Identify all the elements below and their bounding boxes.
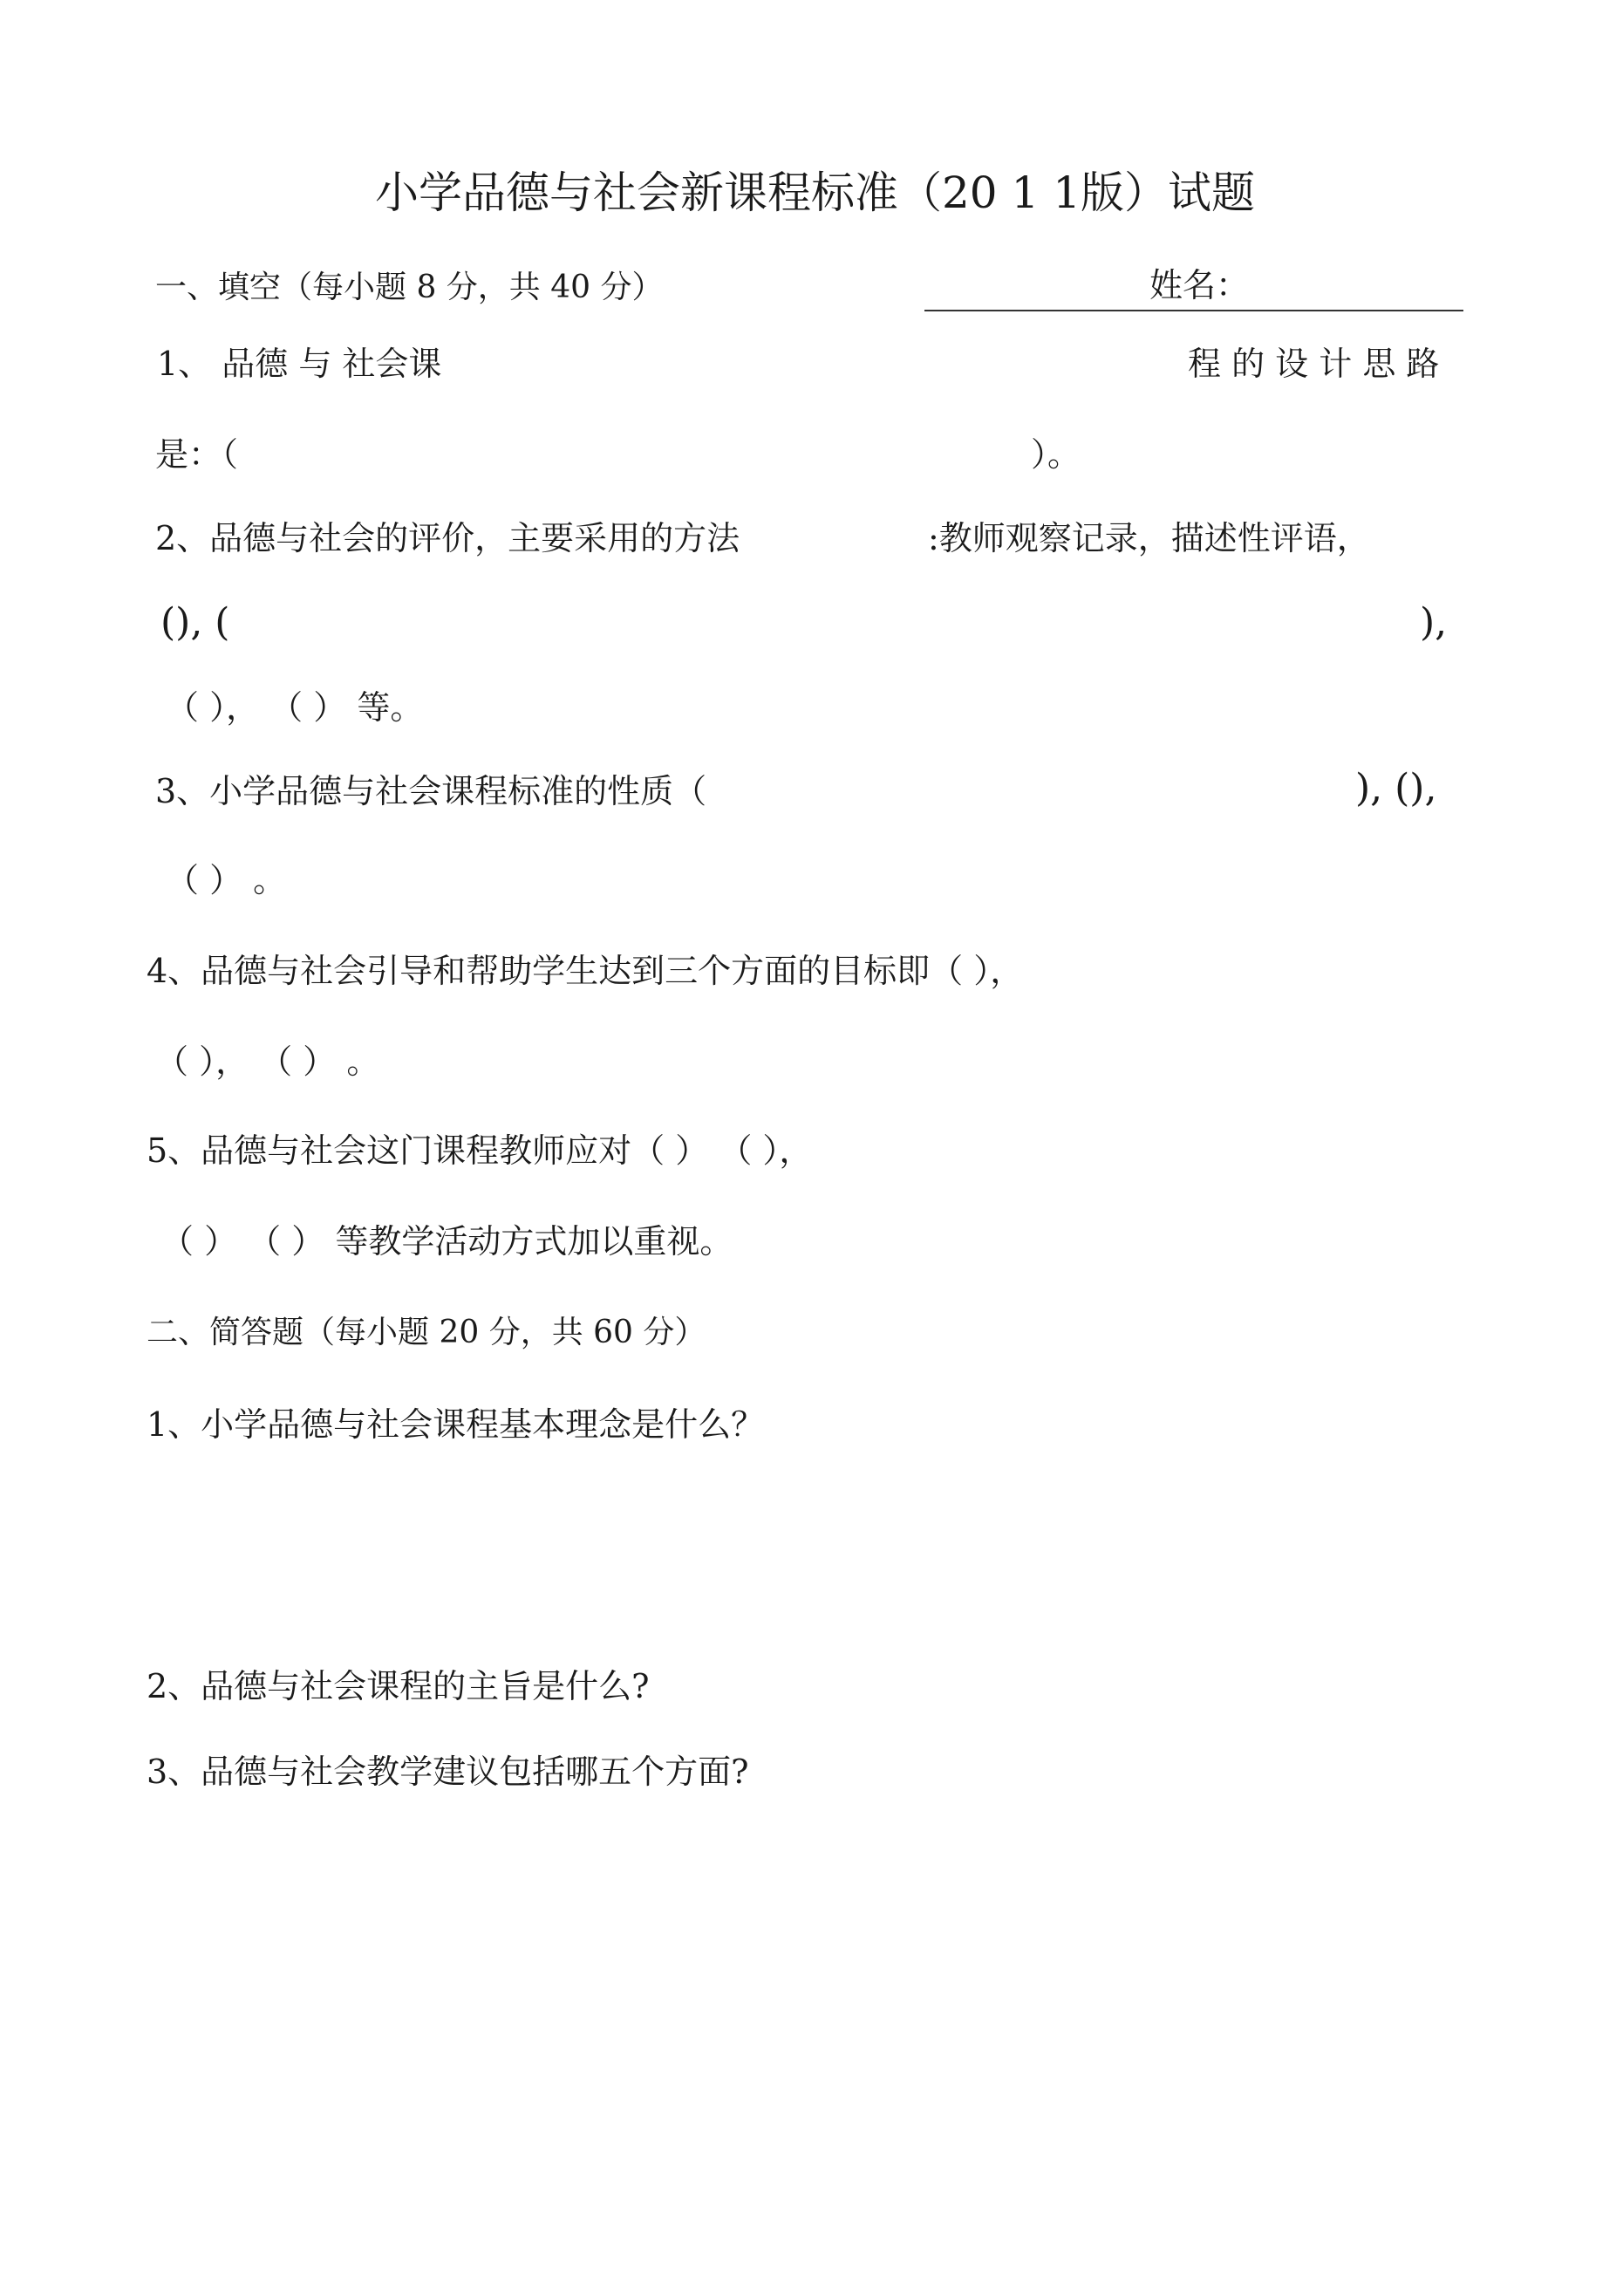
section2-header: 二、简答题（每小题 20 分，共 60 分） [147, 1315, 706, 1350]
s2-q2: 2、品德与社会课程的主旨是什么? [147, 1667, 650, 1705]
q1-right: 程 的 设 计 思 路 [1188, 345, 1440, 383]
q4-line2: （ ）， （ ） 。 [155, 1042, 380, 1081]
exam-title: 小学品德与社会新课程标准（20 1 1版）试题 [375, 167, 1256, 218]
q3-line1-right: ), (), [1355, 766, 1437, 810]
q3-line1-left: 3、小学品德与社会课程标准的性质（ [155, 772, 707, 810]
s2-q1: 1、小学品德与社会课程基本理念是什么？ [147, 1405, 765, 1444]
q1-left: 1、 品德 与 社会课 [157, 345, 442, 383]
s2-q3: 3、品德与社会教学建议包括哪五个方面? [147, 1753, 749, 1791]
q5-line1: 5、品德与社会这门课程教师应对（ ） （ ）， [147, 1131, 813, 1170]
section1-header: 一、填空（每小题 8 分，共 40 分） [155, 270, 664, 305]
q4-line1: 4、品德与社会引导和帮助学生达到三个方面的目标即（ ）， [147, 952, 1024, 990]
q1-line2-prefix: 是：（ [155, 435, 239, 474]
q2-line2-left: (), ( [160, 600, 230, 645]
name-underline [924, 310, 1463, 311]
q1-line2-suffix: ）。 [1031, 435, 1081, 474]
name-label: 姓名： [1149, 266, 1250, 304]
q5-line2: （ ） （ ） 等教学活动方式加以重视。 [160, 1222, 733, 1261]
q2-line1-left: 2、品德与社会的评价，主要采用的方法 [155, 519, 740, 557]
q2-line3: （ ）， （ ） 等。 [166, 688, 424, 727]
q2-line1-right: :教师观察记录，描述性评语， [928, 519, 1370, 557]
q3-line2: （ ） 。 [166, 861, 287, 899]
q2-line2-right: ), [1420, 600, 1448, 645]
